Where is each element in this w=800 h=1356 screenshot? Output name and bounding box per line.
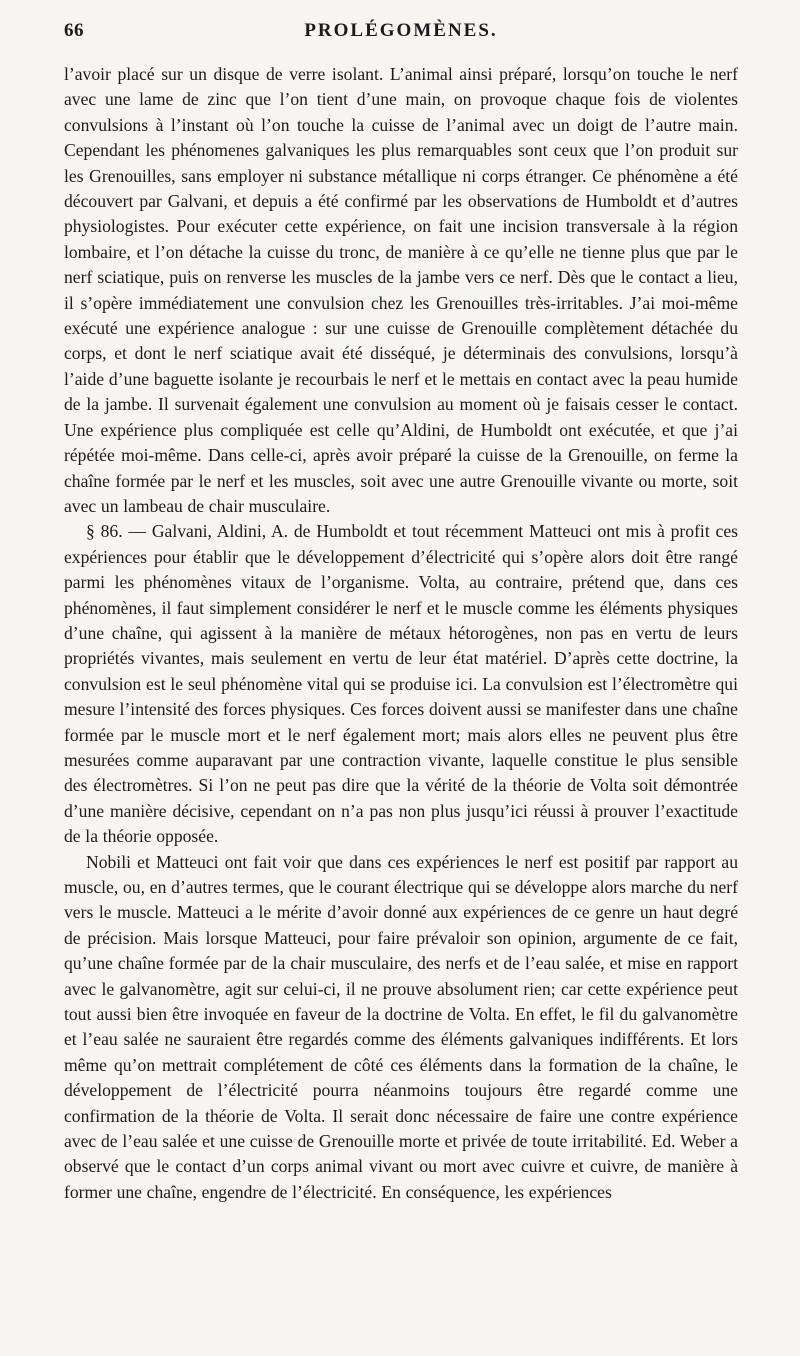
page-header <box>64 20 738 54</box>
body-text <box>64 62 738 1205</box>
paragraph-nobili-matteuci: Nobili et Matteuci ont fait voir que dans ces expériences le nerf est positif par rapport au muscle, ou, en d’autres termes, que le courant électrique qui se développe alors marche du nerf vers le muscle. Matteuci a le mérite d’avoir donné aux expériences de ce genre un haut degré de précision. Mais lorsque Matteuci, pour faire prévaloir son opinion, argumente de ce fait, qu’une chaîne formée par de la chair musculaire, des nerfs et de l’eau salée, et mise en rapport avec le galvanomètre, agit sur celui-ci, il ne prouve absolument rien; car cette expérience peut tout aussi bien être invoquée en faveur de la doctrine de Volta. En effet, le fil du galvanomètre et l’eau salée ne sauraient être regardés comme des éléments galvaniques indifférents. Et lors même qu’on mettrait complétement de côté ces éléments dans la formation de la chaîne, le développement de l’électricité pourra néanmoins toujours être regardé comme une confirmation de la théorie de Volta. Il serait donc nécessaire de faire une contre expérience avec de l’eau salée et une cuisse de Grenouille morte et privée de toute irritabilité. Ed. Weber a observé que le contact d’un corps animal vivant ou mort avec cuivre et cuivre, de manière à former une chaîne, engendre de l’électricité. En conséquence, les expériences <box>64 851 738 1202</box>
page-number: 66 <box>64 20 84 41</box>
paragraph-section-86: § 86. — Galvani, Aldini, A. de Humboldt et tout récemment Matteuci ont mis à profit ces expériences pour établir que le développement d’électricité qui s’opère alors doit être rangé parmi les phénomènes vitaux de l’organisme. Volta, au contraire, prétend que, dans ces phénomènes, il faut simplement considérer le nerf et le muscle comme les éléments physiques d’une chaîne, qui agissent à la manière de métaux hétorogènes, non pas en vertu de leurs propriétés vivantes, mais seulement en vertu de leur état matériel. D’après cette doctrine, la convulsion est le seul phénomène vital qui se produise ici. La convulsion est l’électromètre qui mesure l’intensité des forces physiques. Ces forces doivent aussi se manifester dans une chaîne formée par le muscle mort et le nerf également mort; mais alors elles ne peuvent plus être mesurées comme auparavant par une contraction vivante, laquelle constitue le plus sensible des électromètres. Si l’on ne peut pas dire que la vérité de la théorie de Volta soit démontrée d’une manière décisive, cependant on n’a pas non plus jusqu’ici réussi à prouver l’exactitude de la théorie opposée. <box>64 521 738 847</box>
paragraph-continuation: l’avoir placé sur un disque de verre isolant. L’animal ainsi préparé, lorsqu’on touche le nerf avec une lame de zinc que l’on tient d’une main, on provoque chaque fois de violentes convulsions à l’instant où l’on touche la cuisse de l’animal avec un doigt de l’autre main. Cependant les phénomenes galvaniques les plus remarquables sont ceux que l’on produit sur les Grenouilles, sans employer ni substance métallique ni corps étranger. Ce phénomène a été découvert par Galvani, et depuis a été confirmé par les observations de Humboldt et d’autres physiologistes. Pour exécuter cette expérience, on fait une incision transversale à la région lombaire, et l’on détache la cuisse du tronc, de manière à ce qu’elle ne tienne plus que par le nerf sciatique, puis on renverse les muscles de la jambe vers ce nerf. Dès que le contact a lieu, il s’opère immédiatement une convulsion chez les Grenouilles très-irritables. J’ai moi-même exécuté une expérience analogue : sur une cuisse de Grenouille complètement détachée du corps, et dont le nerf sciatique avait été disséqué, je déterminais des convulsions, lorsqu’à l’aide d’une baguette isolante je recourbais le nerf et le mettais en contact avec la peau humide de la jambe. Il survenait également une convulsion au moment où je faisais cesser le contact. Une expérience plus compliquée est celle qu’Aldini, de Humboldt ont exécutée, et que j’ai répétée moi-même. Dans celle-ci, après avoir préparé la cuisse de la Grenouille, on ferme la chaîne formée par le nerf et les muscles, soit avec une autre Grenouille vivante ou morte, soit avec un lambeau de chair musculaire. <box>64 64 738 516</box>
running-head: PROLÉGOMÈNES. <box>304 20 498 41</box>
